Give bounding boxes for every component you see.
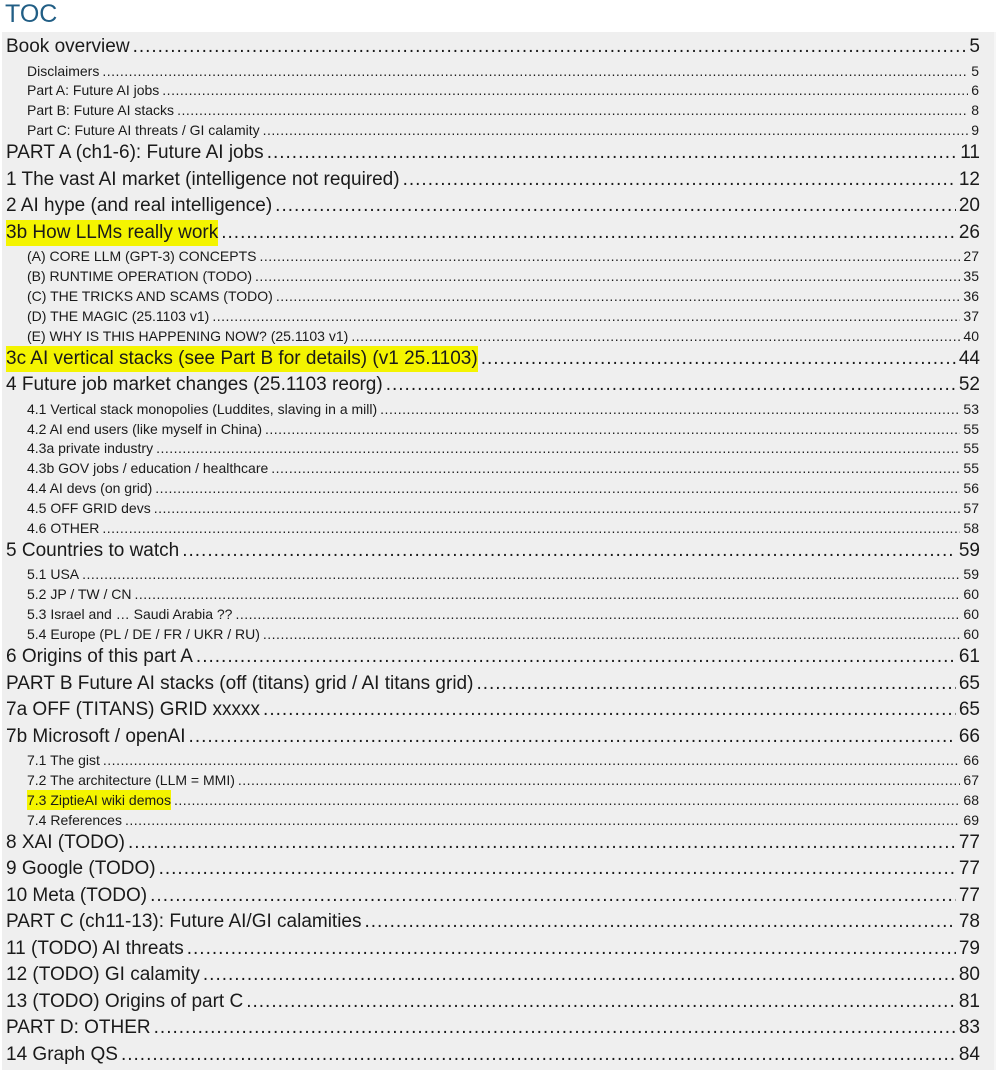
toc-entry-page-number: 26 [958,221,980,243]
toc-entry[interactable] [6,34,980,60]
dot-leader [133,34,967,60]
toc-entry-page-number: 40 [963,327,979,344]
dot-leader [128,830,956,856]
toc-entry[interactable] [27,80,979,100]
toc-entry-page-number: 35 [963,268,979,284]
dot-leader [182,538,956,564]
toc-entry-page-number: 80 [958,964,980,986]
dot-leader [271,458,960,478]
toc-entry-title: 4.4 AI devs (on grid) [27,480,153,497]
dot-leader [189,724,956,750]
toc-entry-title: 4.3b GOV jobs / education / healthcare [27,460,269,477]
dot-leader [212,306,960,326]
toc-entry-page-number: 5 [969,36,980,57]
toc-entry[interactable] [27,100,979,120]
toc-entry[interactable] [6,1042,980,1068]
toc-entry[interactable] [6,193,980,219]
dot-leader [150,883,956,909]
toc-entry-title: 12 (TODO) GI calamity [6,964,200,986]
toc-entry-page-number: 60 [963,606,979,623]
toc-entry-page-number: 20 [958,195,980,217]
toc-entry-page-number: 58 [963,520,979,536]
toc-entry-title: 9 Google (TODO) [6,858,156,880]
toc-entry-title: 4 Future job market changes (25.1103 reorg) [6,374,383,396]
toc-entry[interactable] [27,419,979,439]
toc-entry-title: 7a OFF (TITANS) GRID xxxxx [6,699,261,720]
toc-entry-title: 4.1 Vertical stack monopolies (Luddites, slaving in a mill) [27,400,378,417]
toc-entry-title: 4.3a private industry [27,440,154,457]
toc-entry-title: PART D: OTHER [6,1017,151,1039]
toc-entry-title: PART C (ch11-13): Future AI/GI calamities [6,911,362,933]
toc-entry-title: 5.1 USA [27,566,80,583]
dot-leader [102,61,968,81]
toc-entry-page-number: 8 [971,102,979,119]
toc-entry[interactable] [27,750,979,770]
toc-entry-page-number: 68 [963,791,979,808]
toc-entry-page-number: 60 [963,586,979,603]
toc-entry[interactable] [6,372,980,398]
dot-leader [235,604,960,624]
toc-entry[interactable] [27,458,979,478]
toc-entry[interactable] [6,140,980,166]
dot-leader [265,419,960,439]
toc-entry[interactable] [27,564,979,584]
dot-leader [196,644,956,670]
toc-entry-title: 8 XAI (TODO) [6,831,125,853]
toc-entry[interactable] [6,220,980,246]
toc-entry[interactable] [6,989,980,1015]
toc-entry[interactable] [27,498,979,518]
toc-entry-title: 2 AI hype (and real intelligence) [6,195,273,217]
dot-leader [187,936,956,962]
toc-entry-page-number: 6 [971,82,979,99]
toc-entry-page-number: 65 [958,672,980,694]
toc-entry-page-number: 59 [963,566,979,583]
toc-entry[interactable] [6,167,980,193]
dot-leader [255,266,960,286]
toc-entry-title: 7.1 The gist [27,752,100,768]
toc-entry-title: 5.2 JP / TW / CN [27,586,132,603]
toc-entry-page-number: 53 [963,400,979,417]
toc-entry[interactable] [27,518,979,538]
dot-leader [351,326,960,346]
toc-entry[interactable] [27,790,979,810]
toc-entry-page-number: 59 [958,539,980,561]
toc-entry-title: Part B: Future AI stacks [27,102,175,119]
toc-entry-page-number: 11 [960,142,980,164]
dot-leader [135,584,961,604]
toc-entry[interactable] [27,326,979,346]
dot-leader [162,80,968,100]
toc-entry-page-number: 81 [958,990,980,1012]
toc-entry[interactable] [27,478,979,498]
toc-entry-title: Disclaimers [27,62,100,79]
toc-entry-page-number: 37 [963,307,979,324]
toc-entry-page-number: 27 [963,248,979,265]
toc-entry[interactable] [27,810,979,830]
toc-entry-page-number: 65 [958,699,980,720]
toc-entry-page-number: 77 [958,831,980,853]
toc-entry-title: (A) CORE LLM (GPT-3) CONCEPTS [27,248,257,265]
toc-entry[interactable] [6,1015,980,1041]
toc-entry[interactable] [6,962,980,988]
toc-entry[interactable] [27,399,979,419]
toc-entry-page-number: 55 [963,420,979,437]
toc-entry-title: (B) RUNTIME OPERATION (TODO) [27,268,253,284]
toc-entry-title: 5.3 Israel and … Saudi Arabia ?? [27,606,233,623]
toc-entry-title: 5 Countries to watch [6,539,180,561]
toc-entry[interactable] [27,604,979,624]
dot-leader [203,962,956,988]
toc-entry[interactable] [6,883,980,909]
toc-entry-page-number: 60 [963,626,979,643]
toc-entry-title: 7.4 References [27,811,122,828]
toc-entry-title: 4.2 AI end users (like myself in China) [27,420,262,437]
toc-entry-title: PART A (ch1-6): Future AI jobs [6,142,264,164]
toc-entry[interactable] [6,724,980,750]
toc-heading: TOC [5,0,58,28]
toc-entry-page-number: 36 [963,287,979,304]
toc-entry[interactable] [27,770,979,790]
toc-entry-title: 7.2 The architecture (LLM = MMI) [27,771,235,788]
dot-leader [156,438,960,458]
toc-entry-title: Book overview [6,36,130,57]
toc-entry[interactable] [6,936,980,962]
toc-entry[interactable] [27,61,979,81]
dot-leader [476,671,955,697]
dot-leader [365,909,956,935]
dot-leader [177,100,968,120]
toc-entry-page-number: 77 [958,858,980,880]
dot-leader [238,770,961,790]
toc-entry-title: 6 Origins of this part A [6,646,193,667]
toc-entry[interactable] [6,697,980,723]
toc-entry-title: 13 (TODO) Origins of part C [6,990,244,1012]
dot-leader [125,810,960,830]
dot-leader [174,790,960,810]
toc-entry-page-number: 56 [963,480,979,497]
dot-leader [159,856,956,882]
toc-entry[interactable] [6,830,980,856]
toc-entry-page-number: 44 [958,347,980,369]
dot-leader [221,220,956,246]
toc-entry-page-number: 61 [958,646,980,667]
dot-leader [380,399,960,419]
dot-leader [481,346,956,372]
toc-entry-title: PART B Future AI stacks (off (titans) grid / AI titans grid) [6,672,474,694]
dot-leader [246,989,956,1015]
dot-leader [263,697,956,723]
dot-leader [155,478,960,498]
toc-entry[interactable] [27,246,979,266]
dot-leader [103,750,961,770]
toc-entry-page-number: 5 [971,62,979,79]
toc-entry[interactable] [27,286,979,306]
toc-entry-page-number: 55 [963,440,979,457]
toc-entry-title: 4.5 OFF GRID devs [27,500,151,517]
toc-entry-title: (C) THE TRICKS AND SCAMS (TODO) [27,287,273,304]
dot-leader [267,140,958,166]
toc-entry-title: 1 The vast AI market (intelligence not required) [6,168,400,190]
toc-entry-title: 7b Microsoft / openAI [6,725,186,747]
toc-entry-page-number: 66 [958,725,980,747]
toc-entry[interactable] [27,266,979,286]
toc-entry-page-number: 12 [958,168,980,190]
toc-entry-page-number: 52 [958,374,980,396]
toc-entry[interactable] [27,120,979,140]
dot-leader [259,246,960,266]
toc-entry-title: Part C: Future AI threats / GI calamity [27,122,260,139]
dot-leader [386,372,956,398]
dot-leader [403,167,956,193]
toc-entry[interactable] [27,438,979,458]
toc-entry[interactable] [6,909,980,935]
toc-entry[interactable] [27,306,979,326]
toc-entry[interactable] [6,856,980,882]
toc-entry-title: 10 Meta (TODO) [6,884,148,906]
toc-entry-page-number: 55 [963,460,979,477]
toc-entry-page-number: 84 [958,1043,980,1065]
dot-leader [263,624,961,644]
toc-entry[interactable] [27,584,979,604]
toc-entry-page-number: 78 [958,911,980,933]
dot-leader [154,498,961,518]
toc-entry[interactable] [6,671,980,697]
dot-leader [121,1042,956,1068]
toc-entry-title: 4.6 OTHER [27,520,100,536]
toc-entry-title: 3b How LLMs really work [6,220,218,246]
toc-entry-page-number: 9 [971,122,979,139]
toc-entry-page-number: 69 [963,811,979,828]
dot-leader [275,193,956,219]
toc-entry[interactable] [6,538,980,564]
toc-entry-title: 14 Graph QS [6,1043,118,1065]
dot-leader [154,1015,956,1041]
toc-entry[interactable] [27,624,979,644]
toc-entry-page-number: 67 [963,771,979,788]
toc-entry-page-number: 57 [963,500,979,517]
toc-entry-title: 3c AI vertical stacks (see Part B for details) (v1 25.1103) [6,346,478,372]
toc-entry-title: (E) WHY IS THIS HAPPENING NOW? (25.1103 v1) [27,327,349,344]
dot-leader [276,286,961,306]
toc-entry-page-number: 66 [963,752,979,768]
toc-entry-page-number: 77 [958,884,980,906]
dot-leader [102,518,960,538]
toc-entry[interactable] [6,644,980,670]
toc-entry[interactable] [6,346,980,372]
dot-leader [82,564,960,584]
toc-entry-title: (D) THE MAGIC (25.1103 v1) [27,307,210,324]
toc-entry-page-number: 83 [958,1017,980,1039]
toc-entry-page-number: 79 [958,937,980,959]
toc-entry-title: 11 (TODO) AI threats [6,937,184,959]
toc-entry-title: 7.3 ZiptieAI wiki demos [27,791,171,808]
dot-leader [263,120,969,140]
toc-entry-title: Part A: Future AI jobs [27,82,160,99]
toc-entry-title: 5.4 Europe (PL / DE / FR / UKR / RU) [27,626,260,643]
